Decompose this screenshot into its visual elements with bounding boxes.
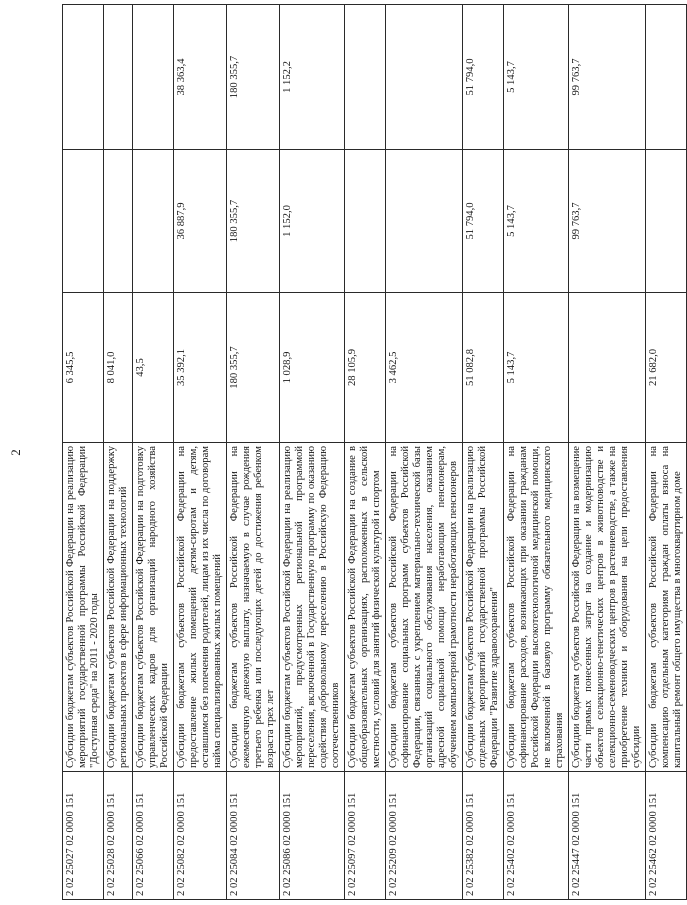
amount-year-3 bbox=[345, 5, 386, 150]
amount-year-2: 51 794,0 bbox=[463, 150, 504, 293]
row-description: Субсидии бюджетам субъектов Российской Федерации на компенсацию отдельным категориям граждан оплаты взноса на капитальный ремонт общего имущества в многоквартирном доме bbox=[646, 443, 687, 772]
amount-year-1: 28 105,9 bbox=[345, 293, 386, 443]
row-description: Субсидии бюджетам субъектов Российской Федерации на софинансирование социальных программ субъектов Российской Федерации, связанных с укреплением материально-технической базы организаций социального обслуживания населения, оказанием адресной социальной помощи неработающим пенсионерам, обучением компьютерной грамотности неработающих пенсионеров bbox=[386, 443, 463, 772]
table-row bbox=[174, 5, 227, 900]
row-description: Субсидии бюджетам субъектов Российской Федерации на подготовку управленческих кадров для организаций народного хозяйства Российской Федерации bbox=[133, 443, 174, 772]
table-row bbox=[227, 5, 280, 900]
amount-year-1 bbox=[569, 293, 646, 443]
budget-table-body bbox=[63, 5, 687, 900]
row-description: Субсидии бюджетам субъектов Российской Федерации на ежемесячную денежную выплату, назначаемую в случае рождения третьего ребенка или последующих детей до достижения ребенком возраста трех лет bbox=[227, 443, 280, 772]
budget-code: 2 02 25447 02 0000 151 bbox=[569, 772, 646, 900]
amount-year-1: 43,5 bbox=[133, 293, 174, 443]
table-row bbox=[63, 5, 104, 900]
table-row bbox=[104, 5, 133, 900]
budget-code: 2 02 25084 02 0000 151 bbox=[227, 772, 280, 900]
amount-year-2 bbox=[345, 150, 386, 293]
amount-year-1: 35 392,1 bbox=[174, 293, 227, 443]
table-row bbox=[646, 5, 687, 900]
amount-year-1: 51 082,8 bbox=[463, 293, 504, 443]
amount-year-2 bbox=[386, 150, 463, 293]
table-row bbox=[463, 5, 504, 900]
amount-year-3 bbox=[133, 5, 174, 150]
amount-year-1: 5 143,7 bbox=[504, 293, 569, 443]
row-description: Субсидии бюджетам субъектов Российской Федерации на возмещение части прямых понесенных затрат на создание и модернизацию объектов селекционно-генетических центров в животноводстве и селекционно-семеноводческих центров в растениеводстве, а также на приобретение техники и оборудования на цели предоставления субсидии bbox=[569, 443, 646, 772]
table-row bbox=[280, 5, 345, 900]
row-description: Субсидии бюджетам субъектов Российской Федерации на реализацию отдельных мероприятий государственной программы Российской Федерации "Развитие здравоохранения" bbox=[463, 443, 504, 772]
amount-year-2: 180 355,7 bbox=[227, 150, 280, 293]
table-row bbox=[133, 5, 174, 900]
amount-year-2 bbox=[133, 150, 174, 293]
budget-code: 2 02 25462 02 0000 151 bbox=[646, 772, 687, 900]
amount-year-3: 180 355,7 bbox=[227, 5, 280, 150]
row-description: Субсидии бюджетам субъектов Российской Федерации на предоставление жилых помещений детям-сиротам и детям, оставшимся без попечения родителей, лицам из их числа по договорам найма специализированных жилых помещений bbox=[174, 443, 227, 772]
amount-year-1: 3 462,5 bbox=[386, 293, 463, 443]
amount-year-3 bbox=[646, 5, 687, 150]
budget-code: 2 02 25097 02 0000 151 bbox=[345, 772, 386, 900]
budget-code: 2 02 25028 02 0000 151 bbox=[104, 772, 133, 900]
amount-year-3: 5 143,7 bbox=[504, 5, 569, 150]
row-description: Субсидии бюджетам субъектов Российской Федерации на реализацию мероприятий, предусмотренных региональной программой переселения, включенной в Государственную программу по оказанию содействия добровольному переселению в Российскую Федерацию соотечественников bbox=[280, 443, 345, 772]
page-number: 2 bbox=[8, 449, 23, 456]
amount-year-1: 8 041,0 bbox=[104, 293, 133, 443]
amount-year-1: 21 682,0 bbox=[646, 293, 687, 443]
row-description: Субсидии бюджетам субъектов Российской Федерации на создание в общеобразовательных организациях, расположенных в сельской местности, условий для занятий физической культурой и спортом bbox=[345, 443, 386, 772]
budget-code: 2 02 25027 02 0000 151 bbox=[63, 772, 104, 900]
amount-year-3 bbox=[386, 5, 463, 150]
budget-table bbox=[62, 4, 687, 900]
budget-code: 2 02 25066 02 0000 151 bbox=[133, 772, 174, 900]
table-row bbox=[345, 5, 386, 900]
amount-year-2 bbox=[104, 150, 133, 293]
amount-year-2: 1 152,0 bbox=[280, 150, 345, 293]
budget-code: 2 02 25086 02 0000 151 bbox=[280, 772, 345, 900]
amount-year-3: 38 363,4 bbox=[174, 5, 227, 150]
table-row bbox=[569, 5, 646, 900]
row-description: Субсидии бюджетам субъектов Российской Федерации на реализацию мероприятий государственной программы Российской Федерации "Доступная среда" на 2011 - 2020 годы bbox=[63, 443, 104, 772]
table-row bbox=[504, 5, 569, 900]
amount-year-3 bbox=[104, 5, 133, 150]
amount-year-1: 180 355,7 bbox=[227, 293, 280, 443]
amount-year-1: 1 028,9 bbox=[280, 293, 345, 443]
amount-year-3: 51 794,0 bbox=[463, 5, 504, 150]
table-row bbox=[386, 5, 463, 900]
budget-code: 2 02 25209 02 0000 151 bbox=[386, 772, 463, 900]
row-description: Субсидии бюджетам субъектов Российской Федерации на софинансирование расходов, возникающих при оказании гражданам Российской Федерации высокотехнологичной медицинской помощи, не включенной в базовую программу обязательного медицинского страхования bbox=[504, 443, 569, 772]
budget-code: 2 02 25382 02 0000 151 bbox=[463, 772, 504, 900]
amount-year-2 bbox=[646, 150, 687, 293]
amount-year-2: 36 887,9 bbox=[174, 150, 227, 293]
budget-code: 2 02 25402 02 0000 151 bbox=[504, 772, 569, 900]
amount-year-3: 99 763,7 bbox=[569, 5, 646, 150]
budget-code: 2 02 25082 02 0000 151 bbox=[174, 772, 227, 900]
amount-year-2 bbox=[63, 150, 104, 293]
amount-year-3: 1 152,2 bbox=[280, 5, 345, 150]
amount-year-2: 5 143,7 bbox=[504, 150, 569, 293]
amount-year-2: 99 763,7 bbox=[569, 150, 646, 293]
amount-year-3 bbox=[63, 5, 104, 150]
row-description: Субсидии бюджетам субъектов Российской Федерации на поддержку региональных проектов в сфере информационных технологий bbox=[104, 443, 133, 772]
amount-year-1: 6 345,5 bbox=[63, 293, 104, 443]
